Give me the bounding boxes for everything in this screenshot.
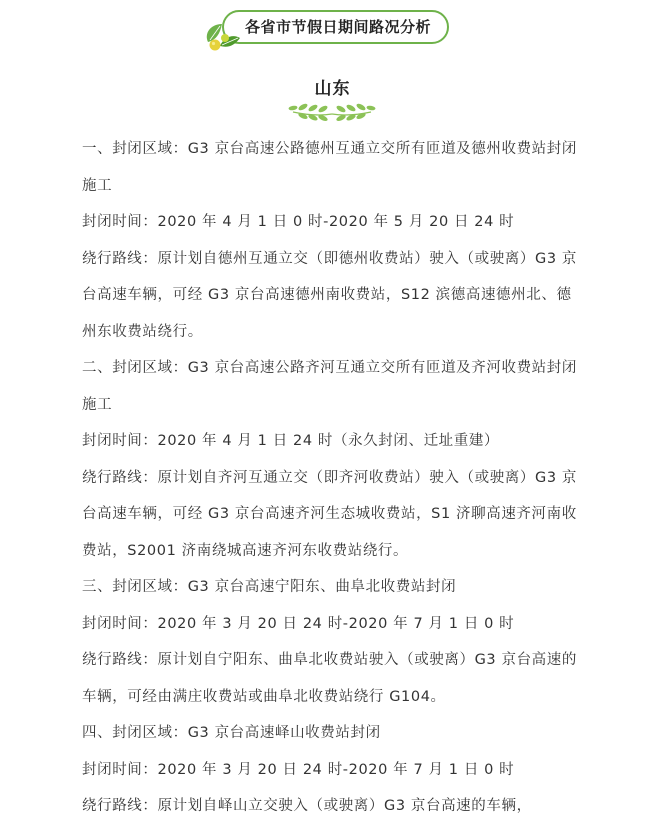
closure-3-detour: 绕行路线：原计划自宁阳东、曲阜北收费站驶入（或驶离）G3 京台高速的车辆，可经由满庄收费站或曲阜北收费站绕行 G104。 xyxy=(82,652,577,705)
closure-4-time: 封闭时间：2020 年 3 月 20 日 24 时-2020 年 7 月 1 日 0 时 xyxy=(82,761,515,778)
closure-3-area: 三、封闭区域：G3 京台高速宁阳东、曲阜北收费站封闭 xyxy=(82,579,457,595)
closure-2-time: 封闭时间：2020 年 4 月 1 日 24 时（永久封闭、迁址重建） xyxy=(82,433,500,449)
closure-1-detour: 绕行路线：原计划自德州互通立交（即德州收费站）驶入（或驶离）G3 京台高速车辆，可经 G3 京台高速德州南收费站，S12 滨德高速德州北、德州东收费站绕行。 xyxy=(82,250,577,340)
closure-4-area: 四、封闭区域：G3 京台高速峄山收费站封闭 xyxy=(82,725,381,741)
closure-1-area: 一、封闭区域：G3 京台高速公路德州互通立交所有匝道及德州收费站封闭施工 xyxy=(82,141,577,194)
header-banner xyxy=(200,8,455,52)
section-title: 山东 xyxy=(314,79,351,99)
article-body xyxy=(82,131,582,825)
laurel-divider-icon xyxy=(279,100,385,122)
closure-2-detour: 绕行路线：原计划自齐河互通立交（即齐河收费站）驶入（或驶离）G3 京台高速车辆，可经 G3 京台高速齐河生态城收费站，S1 济聊高速齐河南收费站，S2001 济南绕城高速齐河东收费站绕行。 xyxy=(82,469,577,559)
closure-1-time: 封闭时间：2020 年 4 月 1 日 0 时-2020 年 5 月 20 日 24 时 xyxy=(82,214,515,230)
closure-3-time: 封闭时间：2020 年 3 月 20 日 24 时-2020 年 7 月 1 日 0 时 xyxy=(82,615,515,632)
closure-4-detour: 绕行路线：原计划自峄山立交驶入（或驶离）G3 京台高速的车辆， xyxy=(82,798,532,814)
closure-2-area: 二、封闭区域：G3 京台高速公路齐河互通立交所有匝道及齐河收费站封闭施工 xyxy=(82,360,577,413)
banner-title: 各省市节假日期间路况分析 xyxy=(244,18,431,36)
